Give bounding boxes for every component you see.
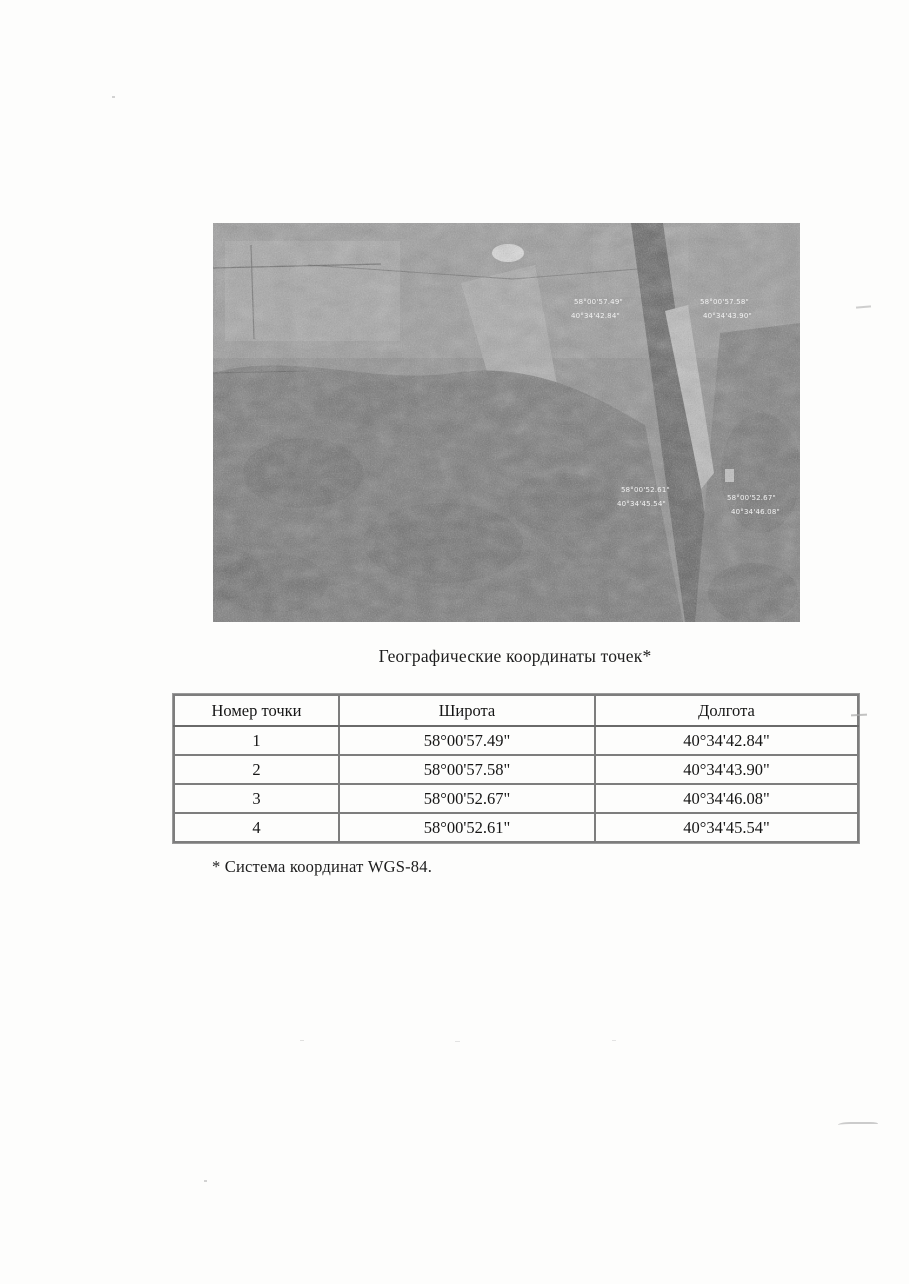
table-row xyxy=(174,726,858,755)
latitude-value: 58°00'57.49" xyxy=(339,726,595,755)
photo-terrain xyxy=(213,223,800,622)
scan-artifact xyxy=(838,1122,878,1127)
coordinates-table xyxy=(173,694,859,843)
photo-annotation-point1-lat: 58°00'57.49" xyxy=(574,298,623,306)
point-number: 4 xyxy=(174,813,339,842)
photo-annotation-point3-lon: 40°34'46.08" xyxy=(731,508,780,516)
column-header-latitude: Широта xyxy=(339,695,595,726)
point-number: 1 xyxy=(174,726,339,755)
table-row xyxy=(174,784,858,813)
longitude-value: 40°34'45.54" xyxy=(595,813,858,842)
table-caption: Географические координаты точек* xyxy=(378,646,652,666)
satellite-photo-art xyxy=(213,223,800,622)
longitude-value: 40°34'43.90" xyxy=(595,755,858,784)
latitude-value: 58°00'57.58" xyxy=(339,755,595,784)
photo-annotation-point2-lon: 40°34'43.90" xyxy=(703,312,752,320)
scan-artifact xyxy=(612,1040,616,1041)
photo-annotation-point3-lat: 58°00'52.67" xyxy=(727,494,776,502)
scan-artifact xyxy=(204,1180,207,1182)
scan-artifact xyxy=(455,1041,460,1042)
latitude-value: 58°00'52.67" xyxy=(339,784,595,813)
scan-artifact xyxy=(112,96,115,98)
column-header-point-number: Номер точки xyxy=(174,695,339,726)
scan-artifact xyxy=(851,714,867,717)
photo-annotation-point4-lon: 40°34'45.54" xyxy=(617,500,666,508)
table-header-row xyxy=(174,695,858,726)
table-row xyxy=(174,755,858,784)
photo-annotation-point1-lon: 40°34'42.84" xyxy=(571,312,620,320)
scan-artifact xyxy=(856,305,871,308)
longitude-value: 40°34'46.08" xyxy=(595,784,858,813)
footnote: * Система координат WGS-84. xyxy=(212,857,433,876)
table-row xyxy=(174,813,858,842)
latitude-value: 58°00'52.61" xyxy=(339,813,595,842)
longitude-value: 40°34'42.84" xyxy=(595,726,858,755)
satellite-photo xyxy=(213,223,800,622)
point-number: 2 xyxy=(174,755,339,784)
point-number: 3 xyxy=(174,784,339,813)
photo-annotation-point4-lat: 58°00'52.61" xyxy=(621,486,670,494)
column-header-longitude: Долгота xyxy=(595,695,858,726)
photo-annotation-point2-lat: 58°00'57.58" xyxy=(700,298,749,306)
scan-artifact xyxy=(300,1040,304,1041)
